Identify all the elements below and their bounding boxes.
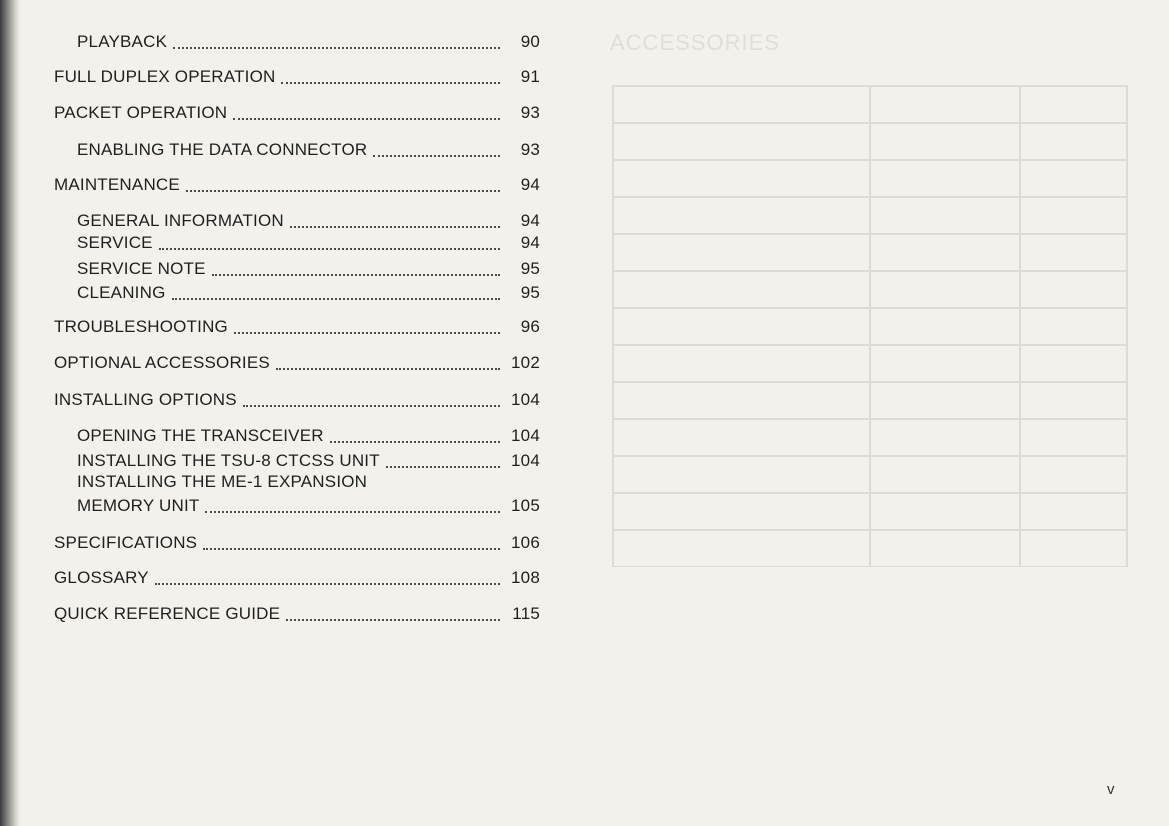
toc-entry-page: 94 [520, 233, 540, 252]
toc-entry-label: FULL DUPLEX OPERATION [54, 67, 276, 86]
toc-entry-label: TROUBLESHOOTING [54, 317, 228, 336]
toc-entry[interactable] [77, 283, 540, 303]
toc-entry[interactable] [77, 32, 540, 52]
dot-leader [212, 274, 500, 276]
toc-entry-label: INSTALLING OPTIONS [54, 390, 237, 409]
toc-entry[interactable] [77, 472, 540, 492]
table-of-contents [0, 0, 560, 826]
dot-leader [234, 332, 500, 334]
toc-entry-label: PLAYBACK [77, 32, 168, 51]
facing-page-bleed-through [590, 0, 1169, 826]
dot-leader [203, 548, 500, 550]
toc-entry-page: 90 [520, 32, 540, 51]
toc-entry-label: MAINTENANCE [54, 175, 180, 194]
dot-leader [286, 619, 500, 621]
toc-entry[interactable] [77, 233, 540, 253]
toc-entry[interactable] [77, 426, 540, 446]
toc-entry[interactable] [54, 317, 540, 337]
toc-entry[interactable] [54, 604, 540, 624]
toc-entry-page: 115 [512, 604, 540, 623]
page-number-folio: v [1107, 781, 1115, 798]
toc-entry[interactable] [77, 211, 540, 231]
dot-leader [155, 583, 500, 585]
toc-entry-page: 93 [520, 103, 540, 122]
toc-entry-page: 105 [511, 496, 540, 515]
toc-entry-page: 96 [520, 317, 540, 336]
bleed-heading: ACCESSORIES [610, 30, 780, 55]
toc-entry-page: 95 [520, 283, 540, 302]
toc-entry-page: 104 [511, 451, 540, 470]
toc-entry-label: CLEANING [77, 283, 166, 302]
dot-leader [233, 118, 500, 120]
toc-entry[interactable] [54, 103, 540, 123]
toc-entry-label: ENABLING THE DATA CONNECTOR [77, 140, 368, 159]
bleed-table [612, 85, 1128, 567]
dot-leader [281, 82, 500, 84]
dot-leader [330, 441, 500, 443]
toc-entry-page: 94 [520, 211, 540, 230]
toc-entry-label: SPECIFICATIONS [54, 533, 198, 552]
toc-entry[interactable] [77, 451, 540, 471]
dot-leader [173, 47, 500, 49]
toc-entry-label: QUICK REFERENCE GUIDE [54, 604, 281, 623]
toc-entry-page: 104 [511, 426, 540, 445]
toc-entry[interactable] [77, 259, 540, 279]
toc-entry-page: 106 [511, 533, 540, 552]
toc-entry-page: 108 [511, 568, 540, 587]
dot-leader [243, 405, 500, 407]
toc-entry[interactable] [77, 496, 540, 516]
toc-entry-page: 102 [511, 353, 540, 372]
toc-entry[interactable] [54, 533, 540, 553]
dot-leader [172, 298, 500, 300]
dot-leader [373, 155, 500, 157]
toc-entry[interactable] [54, 390, 540, 410]
toc-entry-label: GLOSSARY [54, 568, 149, 587]
toc-entry-label: OPTIONAL ACCESSORIES [54, 353, 270, 372]
dot-leader [186, 190, 500, 192]
toc-entry[interactable] [54, 67, 540, 87]
toc-entry[interactable] [54, 353, 540, 373]
toc-entry-page: 93 [520, 140, 540, 159]
toc-entry[interactable] [54, 175, 540, 195]
toc-entry-page: 95 [520, 259, 540, 278]
toc-entry-label: SERVICE [77, 233, 153, 252]
toc-entry-label: INSTALLING THE TSU-8 CTCSS UNIT [77, 451, 380, 470]
toc-entry[interactable] [54, 568, 540, 588]
toc-entry[interactable] [77, 140, 540, 160]
toc-entry-label: MEMORY UNIT [77, 496, 200, 515]
toc-entry-label: OPENING THE TRANSCEIVER [77, 426, 324, 445]
dot-leader [205, 511, 500, 513]
dot-leader [159, 248, 500, 250]
toc-entry-page: 91 [520, 67, 540, 86]
toc-entry-page: 104 [511, 390, 540, 409]
dot-leader [386, 466, 500, 468]
dot-leader [276, 368, 500, 370]
toc-entry-page: 94 [520, 175, 540, 194]
dot-leader [290, 226, 500, 228]
toc-entry-label: GENERAL INFORMATION [77, 211, 284, 230]
toc-entry-label: INSTALLING THE ME-1 EXPANSION [77, 472, 368, 491]
toc-entry-label: SERVICE NOTE [77, 259, 206, 278]
toc-entry-label: PACKET OPERATION [54, 103, 228, 122]
